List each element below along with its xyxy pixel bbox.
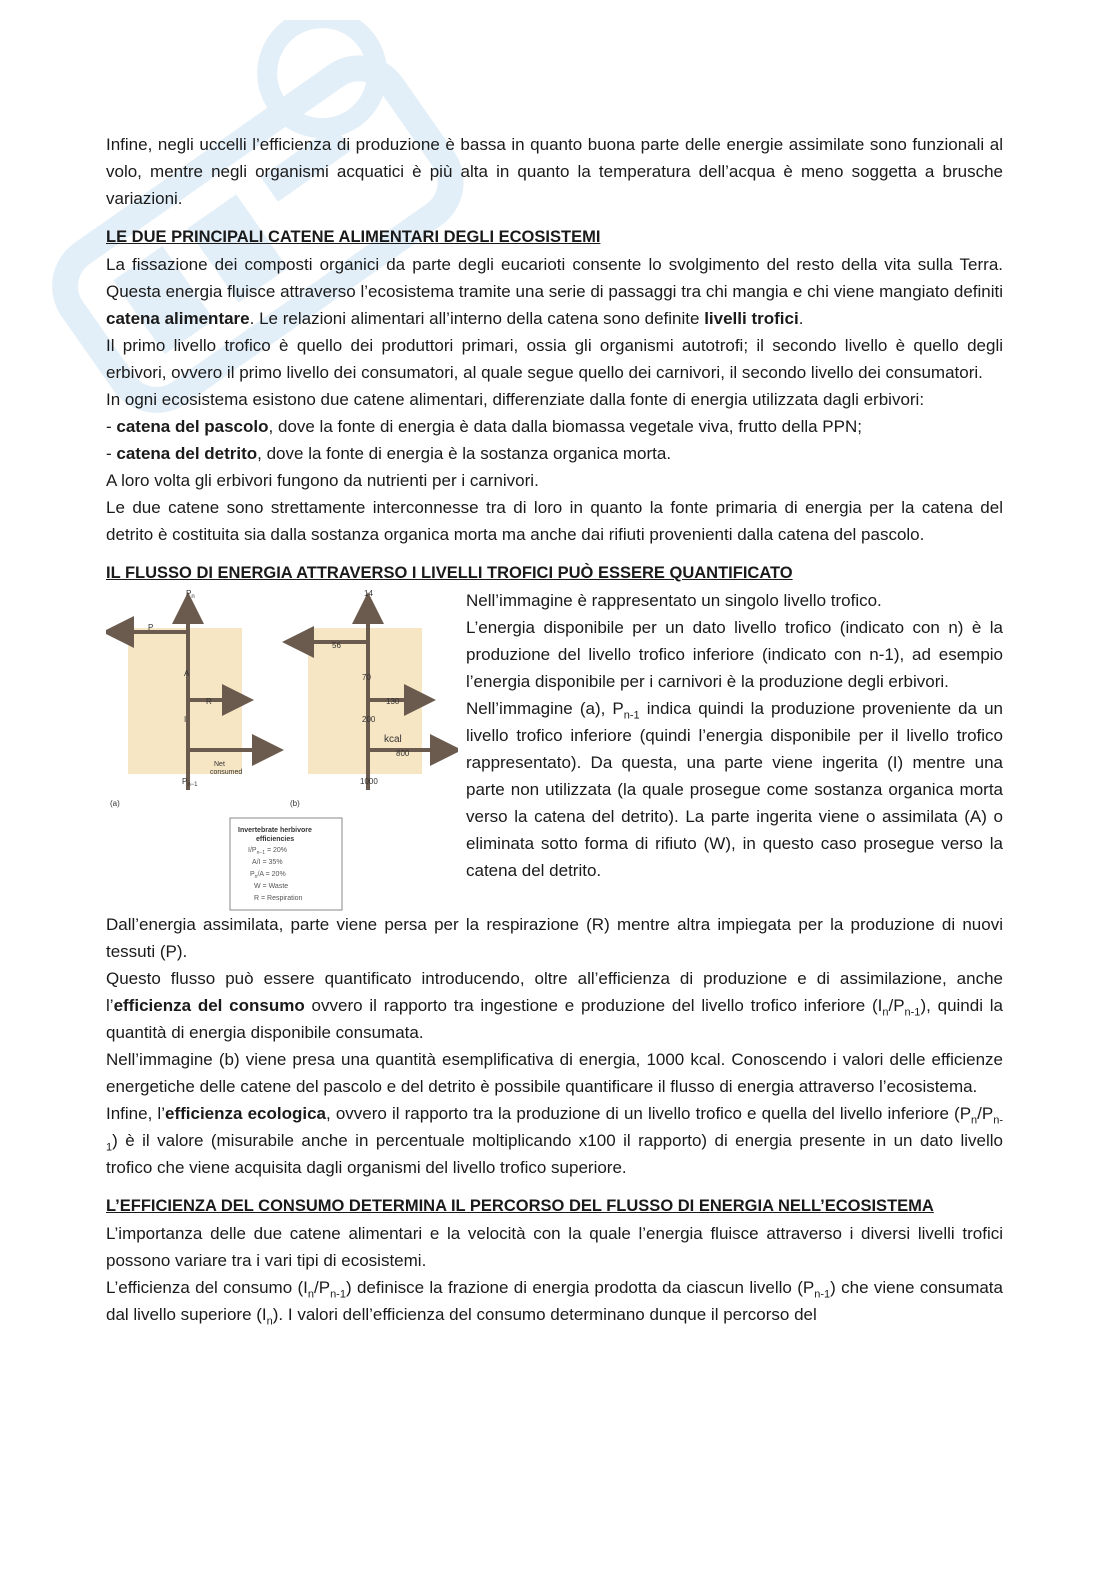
label-pin: $P_{n-1}$	[182, 777, 198, 788]
paragraph: Nell’immagine è rappresentato un singolo livello trofico.	[466, 591, 882, 610]
value-i: 200	[362, 715, 376, 724]
paragraph: L’efficienza del consumo $(I_n/P_{n-1})$ definisce la frazione di energia prodotta da ciascun livello $(P_{n-1})$ che viene consumata dal livello superiore $(I_n)$. I valori dell’efficienza del consumo determinano dunque il percorso del	[106, 1278, 1003, 1328]
legend-line-4: W = Waste	[254, 883, 289, 890]
section-heading: L’EFFICIENZA DEL CONSUMO DETERMINA IL PERCORSO DEL FLUSSO DI ENERGIA NELL’ECOSISTEMA	[106, 1197, 934, 1215]
legend-line-3: $P_n/A = 20\%$	[250, 871, 286, 880]
legend-line-1: $I/P_{n-1} = 20\%$	[248, 847, 288, 856]
legend-line-2: A/I = 35%	[252, 859, 283, 866]
paragraph: Infine, negli uccelli l’efficienza di produzione è bassa in quanto buona parte delle energie assimilate sono funzionali al volo, mentre negli organismi acquatici è più alta in quanto la temperatura dell’acqua è meno soggetta a brusche variazioni.	[106, 135, 1003, 208]
label-i: I	[184, 715, 187, 724]
paragraph: Dall’energia assimilata, parte viene persa per la respirazione (R) mentre altra impiegata per la produzione di nuovi tessuti (P).	[106, 915, 1003, 961]
document-page	[106, 131, 1003, 1328]
legend-title-1: Invertebrate herbivore	[238, 827, 312, 834]
paragraph: Questo flusso può essere quantificato introducendo, oltre all’efficienza di produzione e di assimilazione, anche l’efficienza del consumo ovvero il rapporto tra ingestione e produzione del livello trofico inferiore $(I_n/P_{n-1})$, quindi la quantità di energia disponibile consumata.	[106, 969, 1004, 1042]
label-r: R	[206, 697, 212, 706]
paragraph: La fissazione dei composti organici da parte degli eucarioti consente lo svolgimento del resto della vita sulla Terra. Questa energia fluisce attraverso l’ecosistema tramite una serie di passaggi tra chi mangia e chi viene mangiato definiti catena alimentare. Le relazioni alimentari all’interno della catena sono definite livelli trofici.	[106, 255, 1003, 328]
value-r: 130	[386, 697, 400, 706]
value-top: 14	[364, 590, 373, 598]
value-net: 800	[396, 749, 410, 758]
paragraph: Le due catene sono strettamente interconnesse tra di loro in quanto la fonte primaria di energia per la catena del detrito è costituita sia dalla sostanza organica morta ma anche dai rifiuti provenienti dalla catena del pascolo.	[106, 498, 1003, 544]
label-consumed: consumed	[210, 769, 243, 776]
paragraph: In ogni ecosistema esistono due catene alimentari, differenziate dalla fonte di energia utilizzata dagli erbivori:	[106, 390, 925, 409]
paragraph: Il primo livello trofico è quello dei produttori primari, ossia gli organismi autotrofi; il secondo livello è quello degli erbivori, ovvero il primo livello dei consumatori, al quale segue quello dei carnivori, il secondo livello dei consumatori.	[106, 336, 1003, 382]
label-kcal: kcal	[384, 734, 402, 745]
value-bottom: 1000	[360, 777, 378, 786]
paragraph: A loro volta gli erbivori fungono da nutrienti per i carnivori.	[106, 471, 539, 490]
label-a: A	[184, 669, 190, 678]
list-item: - catena del detrito, dove la fonte di energia è la sostanza organica morta.	[106, 444, 672, 463]
section-heading: LE DUE PRINCIPALI CATENE ALIMENTARI DEGLI ECOSISTEMI	[106, 228, 601, 246]
label-a-caption: (a)	[110, 799, 120, 808]
legend-line-5: R = Respiration	[254, 895, 303, 902]
label-b-caption: (b)	[290, 799, 300, 808]
section-heading: IL FLUSSO DI ENERGIA ATTRAVERSO I LIVELLI TROFICI PUÒ ESSERE QUANTIFICATO	[106, 564, 793, 582]
value-left: 56	[332, 641, 341, 650]
list-item: - catena del pascolo, dove la fonte di energia è data dalla biomassa vegetale viva, frutto della PPN;	[106, 417, 862, 436]
figure-side-text	[466, 587, 1003, 884]
figure-row	[106, 587, 1003, 911]
energy-flow-figure	[106, 590, 458, 916]
paragraph: Infine, l’efficienza ecologica, ovvero il rapporto tra la produzione di un livello trofico e quella del livello inferiore $(P_n/P_{n-1})$ è il valore (misurabile anche in percentuale moltiplicando x100 il rapporto) di energia presente in un dato livello trofico che viene acquisita dagli organismi del livello trofico superiore.	[106, 1104, 1003, 1177]
paragraph: L’importanza delle due catene alimentari e la velocità con la quale l’energia fluisce attraverso i diversi livelli trofici possono variare tra i vari tipi di ecosistemi.	[106, 1224, 1003, 1270]
legend-title-2: efficiencies	[256, 836, 295, 843]
paragraph: L’energia disponibile per un dato livello trofico (indicato con n) è la produzione del livello trofico inferiore (indicato con n-1), ad esempio l’energia disponibile per i carnivori è la produzione degli erbivori.	[466, 618, 1003, 691]
paragraph: Nell’immagine (a), $P_{n-1}$ indica quindi la produzione proveniente da un livello trofico inferiore (quindi l’energia disponibile per il livello trofico rappresentato). Da questa, una parte viene ingerita (I) mentre una parte non utilizzata (la quale prosegue come sostanza organica morta verso la catena del detrito). La parte ingerita viene o assimilata (A) o eliminata sotto forma di rifiuto (W), in questo caso prosegue verso la catena del detrito.	[466, 699, 1003, 880]
label-pn: $P_n$	[186, 590, 195, 600]
value-a: 70	[362, 673, 371, 682]
paragraph: Nell’immagine (b) viene presa una quantità esemplificativa di energia, 1000 kcal. Conoscendo i valori delle efficienze energetiche delle catene del pascolo e del detrito è possibile quantificare il flusso di energia attraverso l’ecosistema.	[106, 1050, 1003, 1096]
label-p: P	[148, 623, 154, 632]
label-net: Net	[214, 761, 225, 768]
